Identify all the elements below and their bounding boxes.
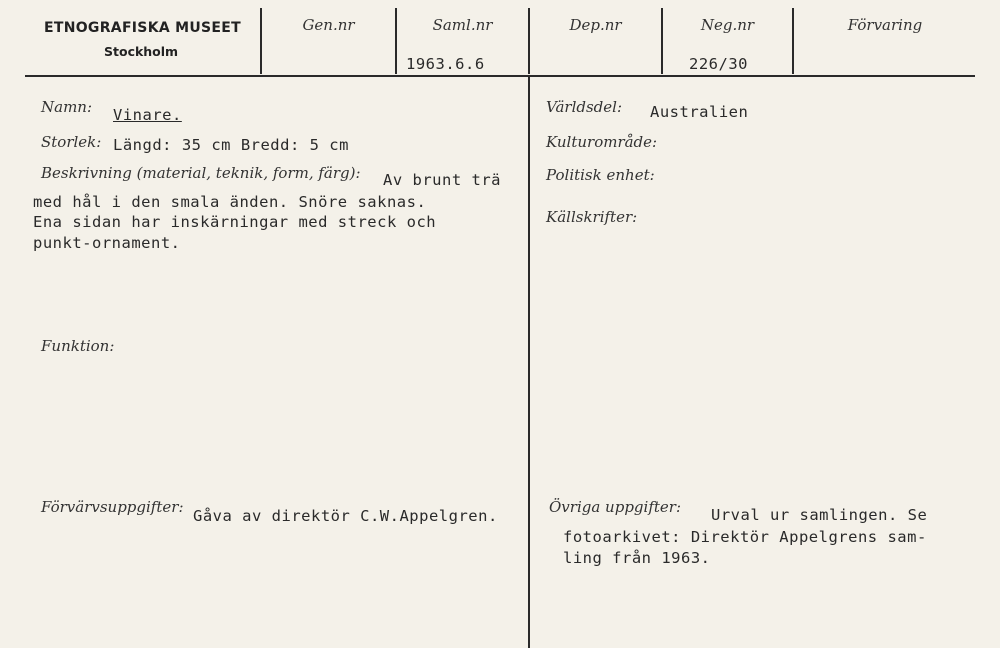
kulturomrade-label: Kulturområde: [546,133,658,151]
politisk-enhet-label: Politisk enhet: [546,166,655,184]
beskrivning-line: Av brunt trä [383,171,501,189]
varldsdel-label: Världsdel: [546,98,622,116]
dep-nr-label: Dep.nr [569,16,622,34]
kallskrifter-label: Källskrifter: [546,208,638,226]
ovriga-line: Urval ur samlingen. Se [711,506,928,524]
museum-city: Stockholm [104,44,179,59]
storlek-label: Storlek: [41,133,102,151]
beskrivning-line: med hål i den smala änden. Snöre saknas. [33,193,427,211]
namn-label: Namn: [41,98,93,116]
header-rule [25,75,975,77]
neg-nr-label: Neg.nr [700,16,755,34]
center-divider [528,76,530,648]
neg-nr-value: 226/30 [689,55,748,73]
ovriga-line: ling från 1963. [563,549,711,567]
beskrivning-line: Ena sidan har inskärningar med streck och [33,213,437,231]
funktion-label: Funktion: [41,337,115,355]
ovriga-line: fotoarkivet: Direktör Appelgrens sam- [563,528,927,546]
gen-nr-label: Gen.nr [302,16,355,34]
museum-name: ETNOGRAFISKA MUSEET [44,20,242,36]
storlek-value: Längd: 35 cm Bredd: 5 cm [113,136,349,154]
saml-nr-label: Saml.nr [432,16,493,34]
forvaring-label: Förvaring [847,16,923,34]
forvarv-value: Gåva av direktör C.W.Appelgren. [193,507,498,525]
saml-nr-value: 1963.6.6 [406,55,485,73]
forvarv-label: Förvärvsuppgifter: [41,498,184,516]
header-divider [792,8,794,74]
beskrivning-label: Beskrivning (material, teknik, form, färg): [41,164,361,182]
ovriga-label: Övriga uppgifter: [549,498,681,516]
beskrivning-line: punkt-ornament. [33,234,181,252]
namn-value: Vinare. [113,106,182,124]
varldsdel-value: Australien [650,103,749,121]
